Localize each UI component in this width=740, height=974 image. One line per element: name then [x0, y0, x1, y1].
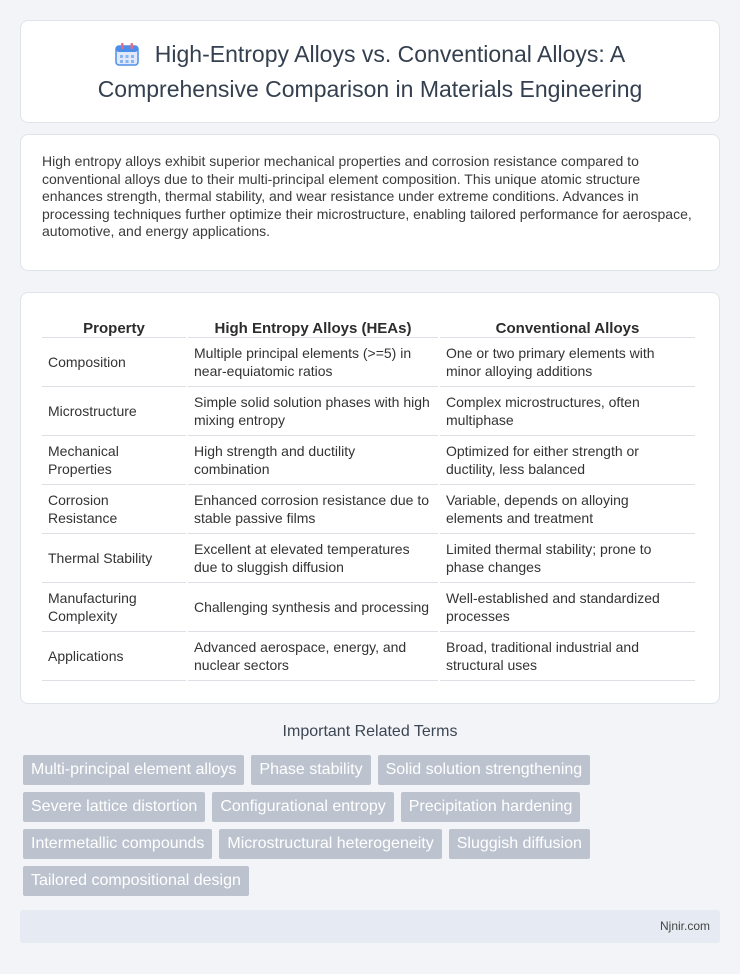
comparison-table	[40, 310, 697, 681]
property-cell: Manufacturing Complexity	[42, 583, 186, 632]
related-term-tag[interactable]: Intermetallic compounds	[23, 829, 212, 859]
related-term-tag[interactable]: Multi-principal element alloys	[23, 755, 244, 785]
conventional-cell: Variable, depends on alloying elements and treatment	[440, 485, 695, 534]
related-term-tag[interactable]: Microstructural heterogeneity	[219, 829, 441, 859]
property-cell: Corrosion Resistance	[42, 485, 186, 534]
related-term-tag[interactable]: Tailored compositional design	[23, 866, 249, 896]
footer-bar	[20, 910, 720, 943]
table-row	[42, 485, 695, 534]
page-title	[51, 39, 689, 105]
property-cell: Microstructure	[42, 387, 186, 436]
conventional-cell: Optimized for either strength or ductility, less balanced	[440, 436, 695, 485]
table-row	[42, 632, 695, 681]
hea-cell: Advanced aerospace, energy, and nuclear sectors	[188, 632, 438, 681]
hea-cell: Multiple principal elements (>=5) in near-equiatomic ratios	[188, 338, 438, 387]
related-term-tag[interactable]: Solid solution strengthening	[378, 755, 591, 785]
hea-cell: Enhanced corrosion resistance due to stable passive films	[188, 485, 438, 534]
footer-site-link[interactable]: Njnir.com	[659, 919, 710, 933]
related-term-tag[interactable]: Phase stability	[251, 755, 370, 785]
column-header-property: Property	[42, 310, 186, 338]
page-title-text: High-Entropy Alloys vs. Conventional Alloys: A Comprehensive Comparison in Materials Engineering	[97, 40, 643, 102]
related-terms-heading: Important Related Terms	[282, 723, 458, 740]
column-header-heas: High Entropy Alloys (HEAs)	[188, 310, 438, 338]
conventional-cell: Limited thermal stability; prone to phase changes	[440, 534, 695, 583]
intro-card	[20, 134, 720, 271]
title-card	[20, 20, 720, 123]
table-row	[42, 387, 695, 436]
related-term-tag[interactable]: Precipitation hardening	[401, 792, 581, 822]
table-row	[42, 436, 695, 485]
conventional-cell: Complex microstructures, often multiphase	[440, 387, 695, 436]
column-header-conventional: Conventional Alloys	[440, 310, 695, 338]
hea-cell: Simple solid solution phases with high mixing entropy	[188, 387, 438, 436]
property-cell: Composition	[42, 338, 186, 387]
property-cell: Applications	[42, 632, 186, 681]
related-term-tag[interactable]: Severe lattice distortion	[23, 792, 205, 822]
table-row	[42, 534, 695, 583]
related-term-tag[interactable]: Configurational entropy	[212, 792, 393, 822]
conventional-cell: Broad, traditional industrial and structural uses	[440, 632, 695, 681]
table-row	[42, 583, 695, 632]
hea-cell: Excellent at elevated temperatures due to sluggish diffusion	[188, 534, 438, 583]
property-cell: Thermal Stability	[42, 534, 186, 583]
calendar-icon	[115, 42, 139, 74]
conventional-cell: One or two primary elements with minor alloying additions	[440, 338, 695, 387]
related-term-tag[interactable]: Sluggish diffusion	[449, 829, 590, 859]
table-row	[42, 338, 695, 387]
comparison-table-card	[20, 292, 720, 704]
property-cell: Mechanical Properties	[42, 436, 186, 485]
intro-paragraph: High entropy alloys exhibit superior mechanical properties and corrosion resistance compared to conventional alloys due to their multi-principal element composition. This unique atomic structure enhances strength, thermal stability, and wear resistance under extreme conditions. Advances in processing techniques further optimize their microstructure, enabling tailored performance for aerospace, automotive, and energy applications.	[42, 153, 692, 240]
conventional-cell: Well-established and standardized processes	[440, 583, 695, 632]
related-terms-list	[23, 755, 723, 896]
table-header-row	[42, 310, 695, 338]
hea-cell: Challenging synthesis and processing	[188, 583, 438, 632]
hea-cell: High strength and ductility combination	[188, 436, 438, 485]
